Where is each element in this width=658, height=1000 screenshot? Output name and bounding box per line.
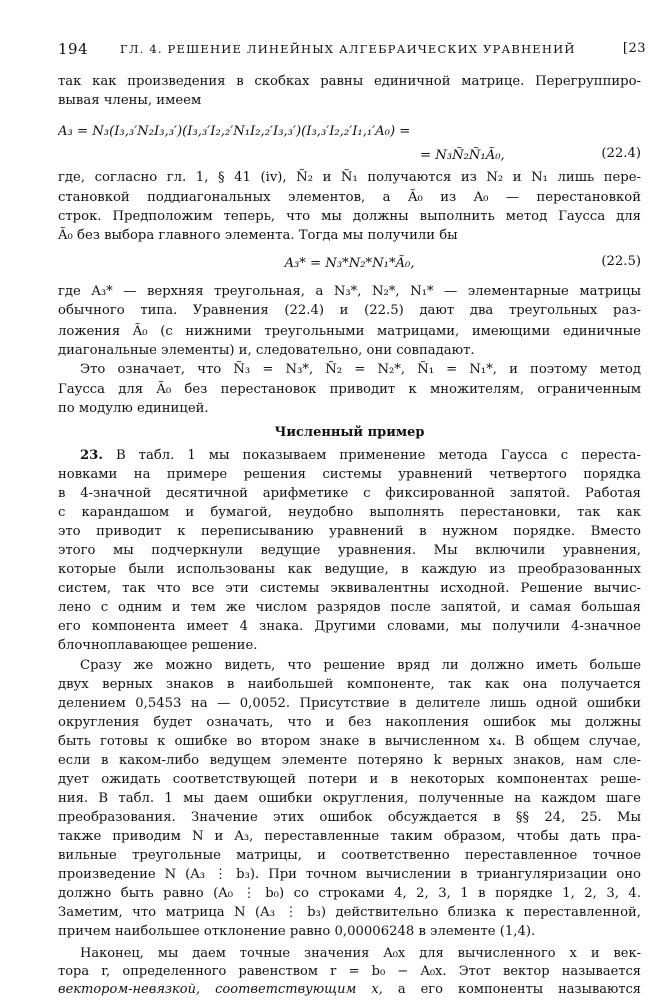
running-header [58, 40, 646, 60]
text-line: этого мы подчеркнули ведущие уравнения. Мы включили уравнения, [58, 543, 641, 558]
running-title: ГЛ. 4. РЕШЕНИЕ ЛИНЕЙНЫХ АЛГЕБРАИЧЕСКИХ УРАВНЕНИЙ [120, 42, 576, 56]
text-line: становкой поддиагональных элементов, а Ã₀ из A₀ — перестановкой [58, 190, 641, 205]
text-line: систем, так что все эти системы эквивалентны исходной. Решение вычис- [58, 581, 641, 596]
equation-line: = N₃Ñ₂Ñ₁Ã₀, [420, 148, 505, 163]
equation-number: (22.5) [601, 254, 641, 269]
text-line: также приводим N и A₃, переставленные таким образом, чтобы дать пра- [58, 829, 641, 844]
text-line: вильные треугольные матрицы, и соответственно переставленное точное [58, 848, 641, 863]
text-line: Заметим, что матрица N (A₃ ⋮ b₃) действительно близка к переставленной, [58, 905, 641, 920]
text-line: Ã₀ без выбора главного элемента. Тогда мы получили бы [58, 228, 458, 243]
text-line: делением 0,5453 на — 0,0052. Присутствие в делителе лишь одной ошибки [58, 696, 641, 711]
text-line [58, 980, 641, 999]
paragraph-number: 23. [80, 448, 103, 463]
text-line: так как произведения в скобках равны единичной матрице. Перегруппиро- [58, 74, 641, 89]
text-line: с карандашом и бумагой, неудобно выполнять перестановки, так как [58, 505, 641, 520]
text-line: новками на примере решения системы уравнений четвертого порядка [58, 467, 641, 482]
text-line: тора r, определенного равенством r = b₀ − A₀x. Этот вектор называется [58, 964, 641, 979]
text-fragment: В табл. 1 мы показываем применение метода Гаусса с переста- [102, 448, 641, 463]
text-line [58, 446, 641, 465]
equation-number: (22.4) [601, 146, 641, 161]
equation-line: A₃* = N₃*N₂*N₁*Ã₀, [284, 256, 415, 271]
text-line: произведение N (A₃ ⋮ b₃). При точном вычислении в триангуляризации оно [58, 867, 641, 882]
text-line: ния. В табл. 1 мы даем ошибки округления, полученные на каждом шаге [58, 791, 641, 806]
text-fragment: а его компоненты называются [382, 982, 641, 997]
text-line: быть готовы к ошибке во втором знаке в вычисленном x₄. В общем случае, [58, 734, 641, 749]
italic-term: вектором-невязкой, соответствующим x, [58, 982, 383, 997]
section-heading: Численный пример [274, 425, 425, 440]
text-line: лено с одним и тем же числом разрядов после запятой, и самая большая [58, 600, 641, 615]
text-line: диагональные элементы) и, следовательно, они совпадают. [58, 343, 475, 358]
text-line: должно быть равно (A₀ ⋮ b₀) со строками 4, 2, 3, 1 в порядке 1, 2, 3, 4. [58, 886, 641, 901]
text-line: по модулю единицей. [58, 401, 209, 416]
text-line: ложения Ã₀ (с нижними треугольными матрицами, имеющими единичные [58, 324, 641, 339]
text-line: причем наибольшее отклонение равно 0,00006248 в элементе (1,4). [58, 924, 536, 939]
text-line: это приводит к переписыванию уравнений в нужном порядке. Вместо [58, 524, 641, 539]
text-line: обычного типа. Уравнения (22.4) и (22.5) дают два треугольных раз- [58, 303, 641, 318]
text-line: если в каком-либо ведущем элементе потеряно k верных знаков, нам сле- [58, 753, 641, 768]
text-line: двух верных знаков в наибольшей компоненте, так как она получается [58, 677, 641, 692]
text-line: вывая члены, имеем [58, 93, 202, 108]
text-line: преобразования. Значение этих ошибок обсуждается в §§ 24, 25. Мы [58, 810, 641, 825]
text-line: где, согласно гл. 1, § 41 (iv), Ñ₂ и Ñ₁ получаются из N₂ и N₁ лишь пере- [58, 170, 641, 185]
text-line: блочноплавающее решение. [58, 638, 258, 653]
text-line: Это означает, что Ñ₃ = N₃*, Ñ₂ = N₂*, Ñ₁ = N₁*, и поэтому метод [80, 362, 641, 377]
text-line: Гаусса для Ã₀ без перестановок приводит к множителям, ограниченным [58, 382, 641, 397]
text-line: где A₃* — верхняя треугольная, а N₃*, N₂*, N₁* — элементарные матрицы [58, 284, 641, 299]
text-line: его компонента имеет 4 знака. Другими словами, мы получили 4-значное [58, 619, 641, 634]
equation-line: A₃ = N₃(I₃,₃′N₂I₃,₃′)(I₃,₃′I₂,₂′N₁I₂,₂′I₃,₃′)(I₃,₃′I₂,₂′I₁,₁′A₀) = [58, 124, 411, 139]
page-number: 194 [58, 40, 89, 58]
text-line: Сразу же можно видеть, что решение вряд ли должно иметь больше [80, 658, 641, 673]
text-line: округления будет означать, что и без накопления ошибок мы должны [58, 715, 641, 730]
text-line: строк. Предположим теперь, что мы должны выполнить метод Гаусса для [58, 209, 641, 224]
text-line: которые были использованы как ведущие, в каждую из преобразованных [58, 562, 641, 577]
text-line: Наконец, мы даем точные значения A₀x для вычисленного x и век- [80, 946, 641, 961]
text-line: дует ожидать соответствующей потери и в некоторых компонентах реше- [58, 772, 641, 787]
text-line: в 4-значной десятичной арифметике с фиксированной запятой. Работая [58, 486, 641, 501]
section-reference: [23 [622, 41, 646, 56]
